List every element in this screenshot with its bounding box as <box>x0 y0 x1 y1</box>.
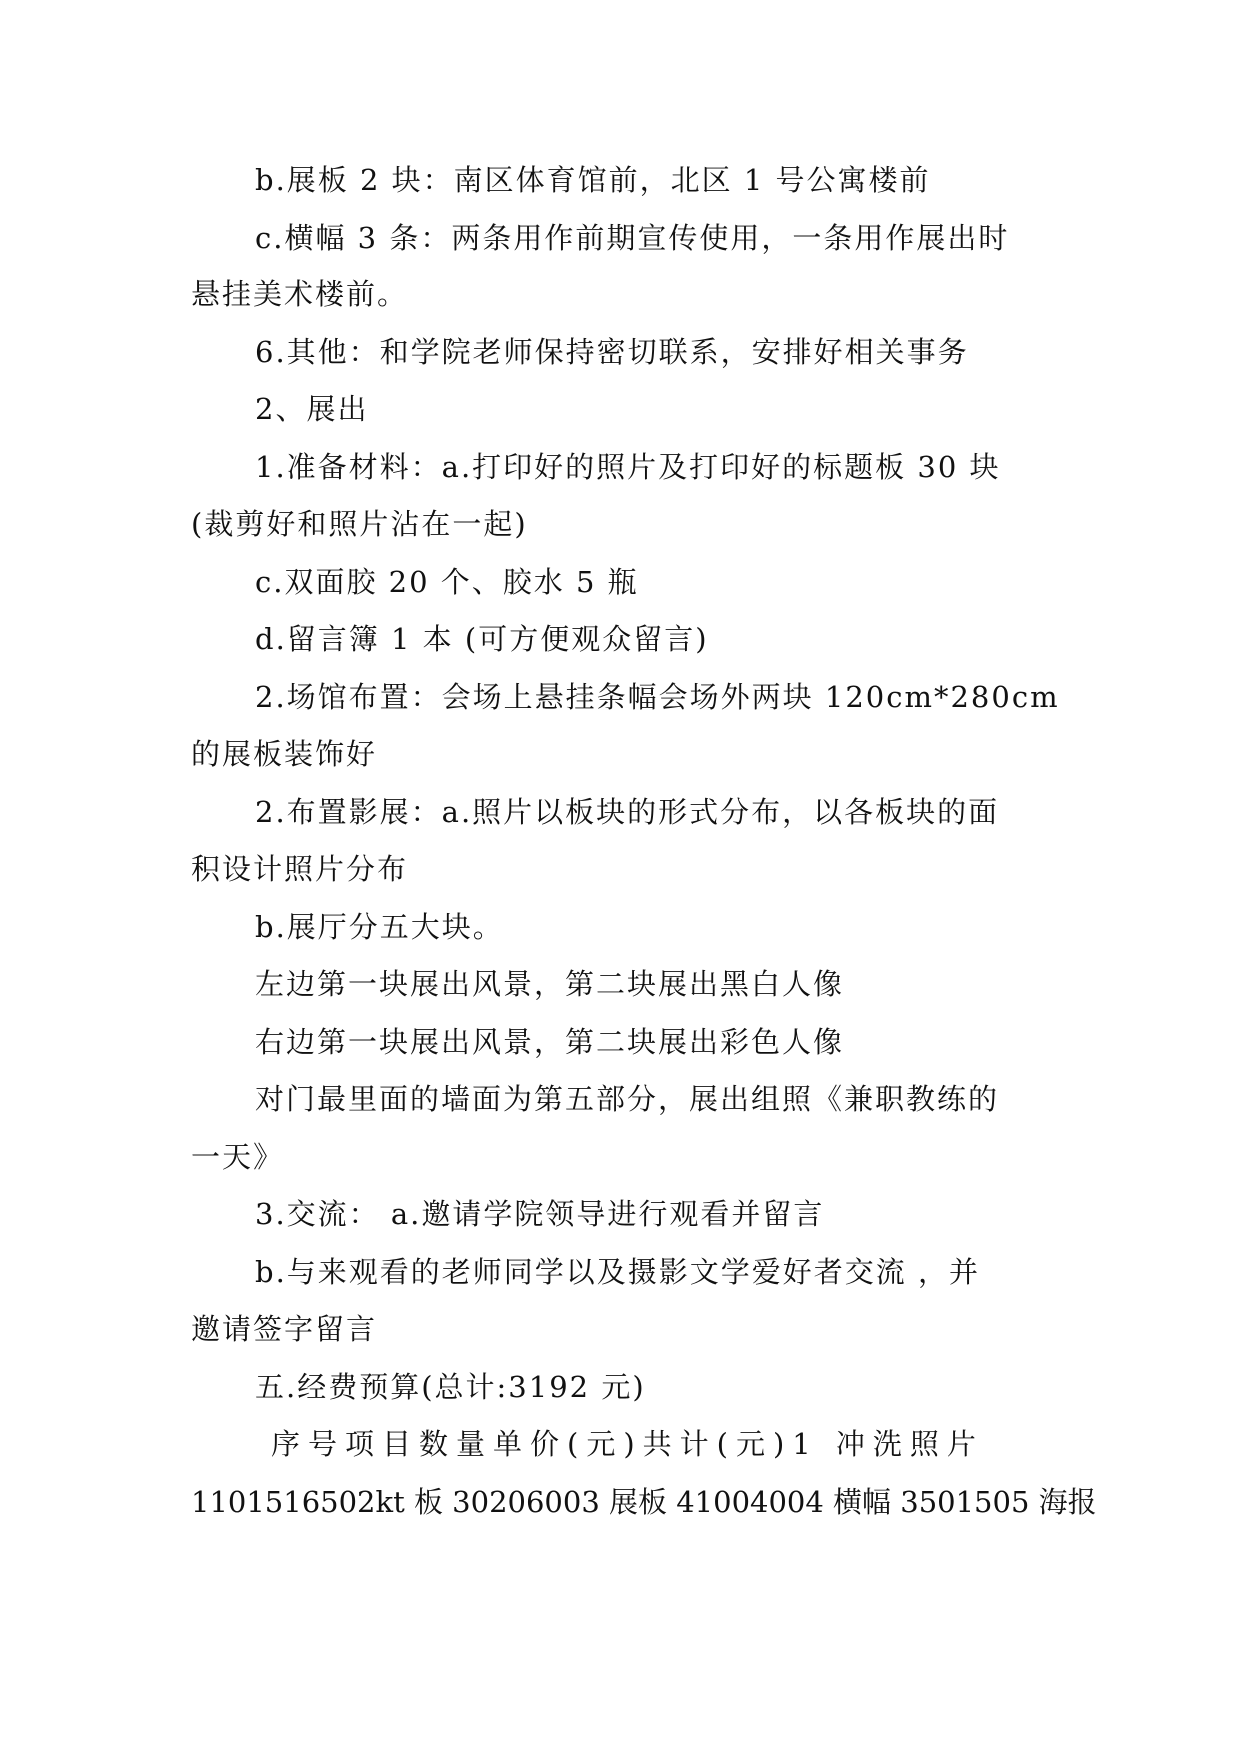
text-line-17: 对门最里面的墙面为第五部分，展出组照《兼职教练的 <box>255 1082 1000 1116</box>
text-line-10: 2.场馆布置：会场上悬挂条幅会场外两块 120cm*280cm <box>255 680 1060 714</box>
text-line-4: 6.其他：和学院老师保持密切联系，安排好相关事务 <box>255 335 969 369</box>
text-line-24: 1101516502kt 板 30206003 展板 41004004 横幅 3501505 海报 <box>191 1485 1097 1519</box>
text-line-5: 2、展出 <box>255 392 369 426</box>
text-line-7: (裁剪好和照片沾在一起) <box>191 507 528 541</box>
text-line-14: b.展厅分五大块。 <box>255 910 504 944</box>
text-line-1: b.展板 2 块：南区体育馆前，北区 1 号公寓楼前 <box>255 163 931 197</box>
text-line-11: 的展板装饰好 <box>191 737 378 771</box>
text-line-23: 序号项目数量单价(元)共计(元)1 冲洗照片 <box>271 1427 984 1461</box>
text-line-3: 悬挂美术楼前。 <box>191 277 409 311</box>
text-line-12: 2.布置影展：a.照片以板块的形式分布，以各板块的面 <box>255 795 1000 829</box>
text-line-9: d.留言簿 1 本 (可方便观众留言) <box>255 622 709 656</box>
text-line-2: c.横幅 3 条：两条用作前期宣传使用，一条用作展出时 <box>255 221 1010 255</box>
text-line-18: 一天》 <box>191 1140 285 1174</box>
text-line-19: 3.交流： a.邀请学院领导进行观看并留言 <box>255 1197 825 1231</box>
text-line-6: 1.准备材料：a.打印好的照片及打印好的标题板 30 块 <box>255 450 1001 484</box>
text-line-16: 右边第一块展出风景，第二块展出彩色人像 <box>255 1025 845 1059</box>
text-line-22: 五.经费预算(总计:3192 元) <box>255 1370 646 1404</box>
text-line-21: 邀请签字留言 <box>191 1312 378 1346</box>
text-line-15: 左边第一块展出风景，第二块展出黑白人像 <box>255 967 845 1001</box>
text-line-8: c.双面胶 20 个、胶水 5 瓶 <box>255 565 639 599</box>
text-line-20: b.与来观看的老师同学以及摄影文学爱好者交流 ，并 <box>255 1255 981 1289</box>
text-line-13: 积设计照片分布 <box>191 852 409 886</box>
